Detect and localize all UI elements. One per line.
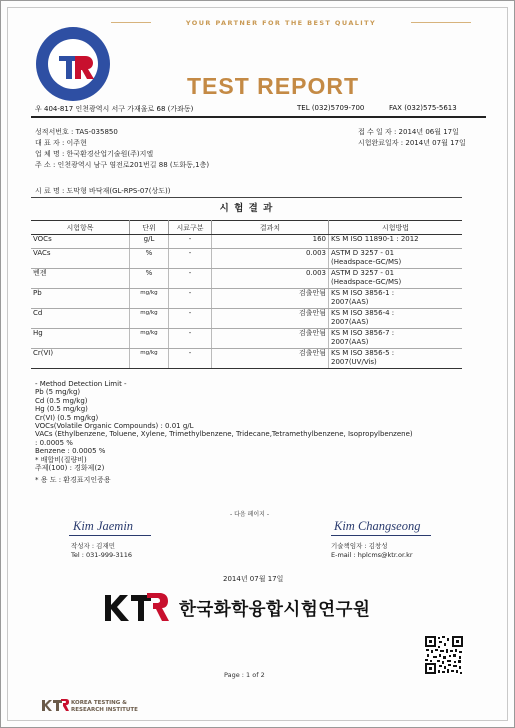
received-date: 접 수 일 자 : 2014년 06월 17일 [358, 128, 459, 136]
result-item: Cr(VI) [31, 349, 130, 369]
result-sample-type: - [169, 289, 212, 309]
tagline-rule-left [111, 22, 151, 23]
tech-manager-role: 기술책임자 : 김창성 [331, 542, 388, 550]
author-contact: Tel : 031-999-3116 [71, 551, 133, 559]
result-value: 160 [212, 235, 329, 249]
results-header-row [31, 221, 462, 235]
result-row [31, 289, 462, 309]
note-line: * 용 도 : 환경표지인증용 [35, 476, 111, 485]
result-sample-type: - [169, 349, 212, 369]
tech-manager-signature-line [331, 535, 431, 536]
ceo-name: 대 표 자 : 이주현 [35, 139, 87, 147]
company-address: 주 소 : 인천광역시 남구 염전로201번길 88 (도화동,1층) [35, 161, 210, 169]
footer-institute-name [71, 700, 138, 714]
author-info [71, 542, 132, 560]
note-line: Cd (0.5 mg/kg) [35, 396, 88, 405]
footer-text-line: RESEARCH INSTITUTE [71, 707, 138, 713]
note-line: VOCs(Volatile Organic Compounds) : 0.01 g/L [35, 422, 194, 431]
sample-name: 시 료 명 : 도막형 바닥재(GL-RPS-07(상도)) [35, 187, 171, 195]
result-method: KS M ISO 11890-1 : 2012 [329, 235, 463, 249]
next-page-label: - 다음 페이지 - [230, 511, 270, 518]
ktr-logo [103, 589, 169, 625]
result-sample-type: - [169, 329, 212, 349]
institute-fax: FAX (032)575-5613 [389, 104, 457, 112]
result-sample-type: - [169, 309, 212, 329]
issue-date: 2014년 07월 17일 [223, 575, 284, 583]
result-row [31, 329, 462, 349]
result-unit: % [130, 249, 169, 269]
note-line: VACs (Ethylbenzene, Toluene, Xylene, Trimethylbenzene, Tridecane,Tetramethylbenzene, Isopropylbenzene) [35, 430, 413, 439]
qr-code [424, 635, 464, 675]
result-sample-type: - [169, 269, 212, 289]
result-value: 0.003 [212, 269, 329, 289]
note-line: - Method Detection Limit - [35, 380, 127, 388]
results-title: 시 험 결 과 [219, 203, 274, 214]
completion-date: 시험완료일자 : 2014년 07월 17일 [358, 139, 466, 147]
institute-tel: TEL (032)5709-700 [297, 104, 365, 112]
result-sample-type: - [169, 235, 212, 249]
result-method: ASTM D 3257 - 01 (Headspace-GC/MS) [329, 249, 463, 269]
result-row [31, 269, 462, 289]
tech-manager-info [331, 542, 413, 560]
result-item: VOCs [31, 235, 130, 249]
footer-ktr-logo [41, 697, 69, 713]
results-table [31, 220, 462, 369]
result-unit: mg/kg [130, 349, 169, 369]
result-item: 벤젠 [31, 269, 130, 289]
result-unit: mg/kg [130, 309, 169, 329]
tagline: YOUR PARTNER FOR THE BEST QUALITY [185, 19, 377, 27]
result-unit: mg/kg [130, 289, 169, 309]
result-method: KS M ISO 3856-4 : 2007(AAS) [329, 309, 463, 329]
col-header: 시료구분 [169, 221, 212, 235]
footer-text-line: KOREA TESTING & [71, 700, 127, 706]
report-title: TEST REPORT [187, 73, 360, 99]
result-row [31, 349, 462, 369]
result-value: 검출안됨 [212, 349, 329, 369]
results-body [31, 235, 462, 369]
tagline-rule-right [411, 22, 471, 23]
author-role: 작성자 : 김재민 [71, 542, 115, 550]
tech-manager-contact: E-mail : hplcms@ktr.or.kr [331, 551, 413, 559]
result-row [31, 235, 462, 249]
result-sample-type: - [169, 249, 212, 269]
result-method: ASTM D 3257 - 01 (Headspace-GC/MS) [329, 269, 463, 289]
page-number: Page : 1 of 2 [224, 671, 265, 679]
doc-number: 성적서번호 : TAS-035850 [35, 128, 118, 136]
result-item: Hg [31, 329, 130, 349]
note-line: Benzene : 0.0005 % [35, 447, 106, 456]
result-unit: % [130, 269, 169, 289]
note-line: * 배합비(질량비) [35, 455, 87, 464]
result-item: VACs [31, 249, 130, 269]
author-signature-line [69, 535, 151, 536]
header-rule [31, 116, 486, 118]
institute-name: 한국화학융합시험연구원 [179, 600, 371, 620]
note-line: 주제(100) : 경화제(2) [35, 464, 105, 473]
sample-rule [31, 197, 462, 198]
note-line: Pb (5 mg/kg) [35, 388, 81, 397]
col-header: 시험방법 [329, 221, 463, 235]
col-header: 결과치 [212, 221, 329, 235]
result-item: Pb [31, 289, 130, 309]
note-line: Cr(VI) (0.5 mg/kg) [35, 413, 99, 422]
author-signature: Kim Jaemin [73, 519, 134, 533]
detection-limit-notes [35, 380, 413, 485]
result-method: KS M ISO 3856-5 : 2007(UV/Vis) [329, 349, 463, 369]
tech-manager-signature: Kim Changseong [334, 519, 421, 533]
company-name: 업 체 명 : 한국환경산업기술원(주)지엘 [35, 150, 154, 158]
result-unit: mg/kg [130, 329, 169, 349]
result-value: 0.003 [212, 249, 329, 269]
result-value: 검출안됨 [212, 309, 329, 329]
result-value: 검출안됨 [212, 289, 329, 309]
result-row [31, 249, 462, 269]
ktr-seal-logo [35, 26, 111, 102]
col-header: 시험항목 [31, 221, 130, 235]
note-line: Hg (0.5 mg/kg) [35, 405, 88, 414]
institute-address: 우 404-817 인천광역시 서구 가재울로 68 (가좌동) [35, 105, 194, 113]
result-method: KS M ISO 3856-1 : 2007(AAS) [329, 289, 463, 309]
result-unit: g/L [130, 235, 169, 249]
note-line: : 0.0005 % [35, 438, 73, 447]
result-item: Cd [31, 309, 130, 329]
col-header: 단위 [130, 221, 169, 235]
result-value: 검출안됨 [212, 329, 329, 349]
result-method: KS M ISO 3856-7 : 2007(AAS) [329, 329, 463, 349]
result-row [31, 309, 462, 329]
